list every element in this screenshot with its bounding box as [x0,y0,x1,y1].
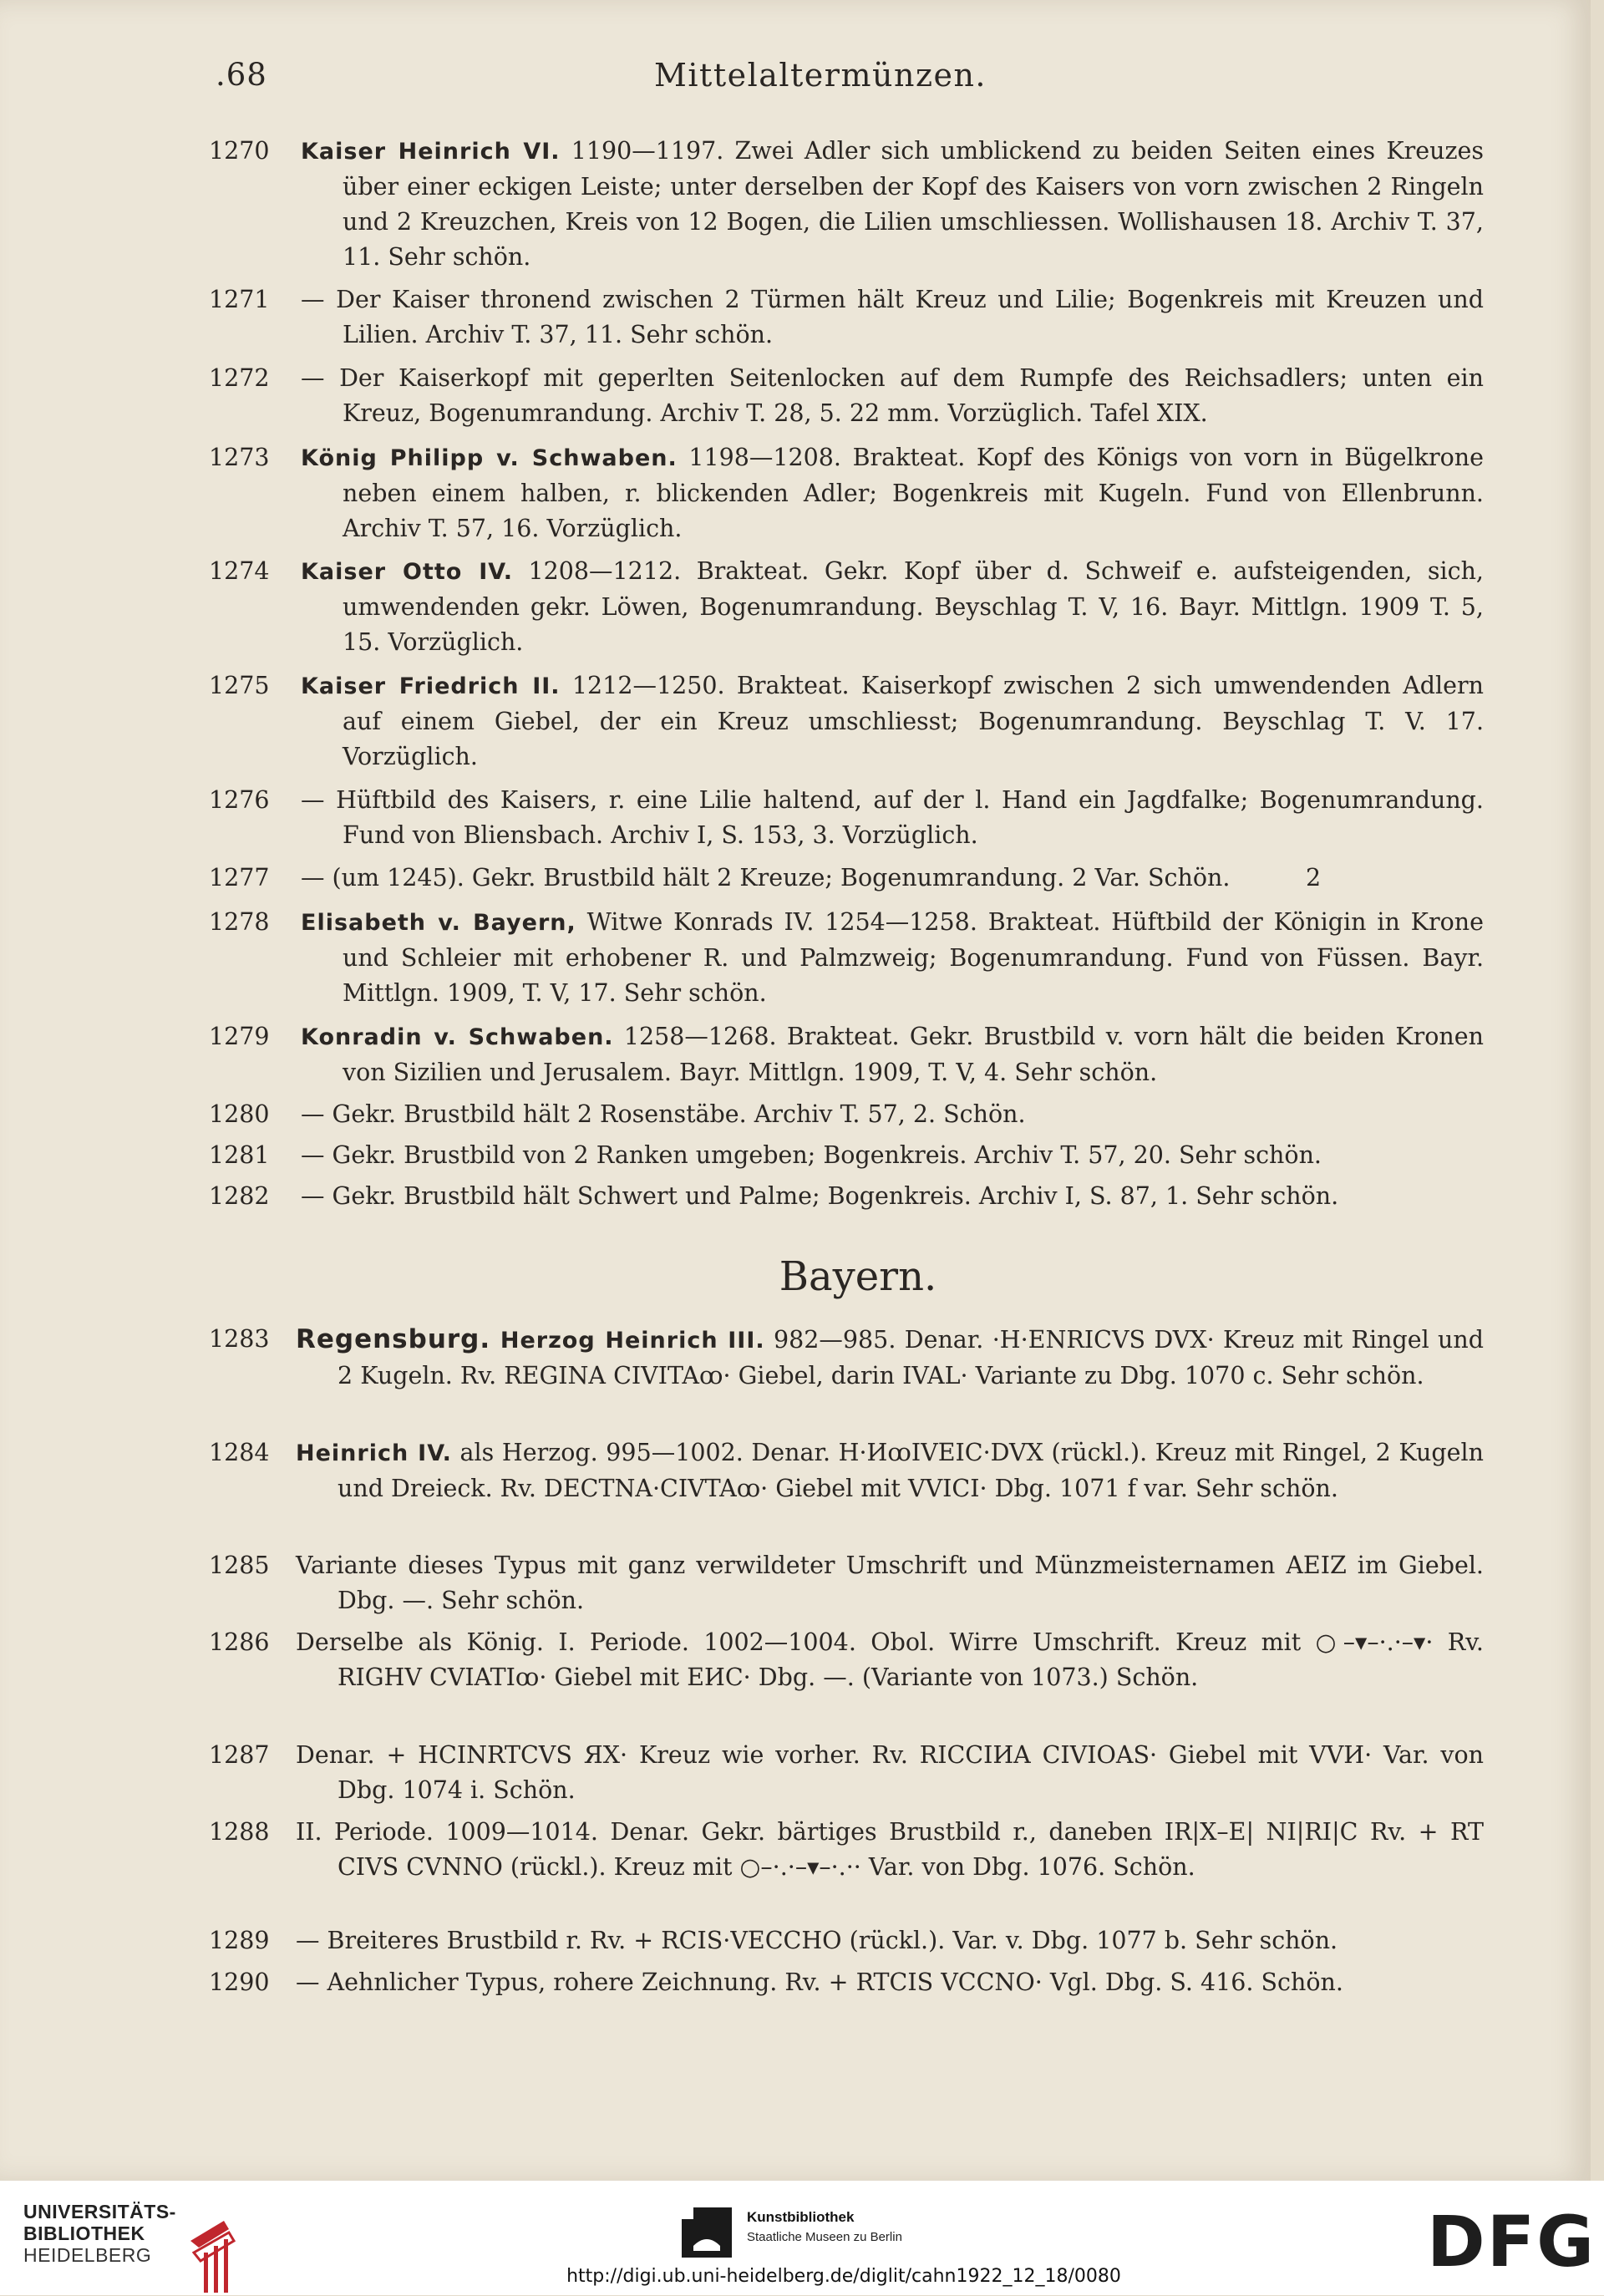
catalog-entry [209,1815,1484,1885]
entry-text: Denar. + HCINRTCVS ЯX· Kreuz wie vorher. Rv. RICCIИA CIVIOAS· Giebel mit VVИ· Var. von Dbg. 1074 i. Schön. [296,1741,1484,1804]
entry-text: 1190—1197. Zwei Adler sich umblickend zu beiden Seiten eines Kreuzes über einer eckigen Leiste; unter derselben der Kopf des Kaisers von vorn zwischen 2 Ringeln und 2 Kreuzchen, Kreis von 12 Bogen, die Lilien umschliessen. Wollishausen 18. Archiv T. 37, 11. Sehr schön. [343,137,1484,271]
running-title: Mittelaltermünzen. [653,57,987,94]
entry-number: 1288 [209,1818,270,1846]
entry-text: Witwe Konrads IV. 1254—1258. Brakteat. Hüftbild der Königin in Krone und Schleier mit erhobener R. und Palmzweig; Bogenumrandung. Fund von Füssen. Bayr. Mittlgn. 1909, T. V, 17. Sehr schön. [343,908,1484,1007]
ub-logo-line: BIBLIOTHEK [23,2222,145,2244]
catalog-entry [209,783,1484,853]
entry-number: 1289 [209,1927,270,1954]
entry-text: 982—985. Denar. ·H·ENRICVS DVX· Kreuz mit Ringel und 2 Kugeln. Rv. REGINA CIVITAꝏ· Giebel, darin IVAL· Variante zu Dbg. 1070 c. Sehr schön. [338,1326,1484,1389]
catalog-entry [209,1965,1484,2000]
entry-text: II. Periode. 1009—1014. Denar. Gekr. bärtiges Brustbild r., daneben IR|X–E| NI|RI|C Rv. + RT CIVS CVNNO (rückl.). Kreuz mit ○–·.·–▾–·.·· Var. von Dbg. 1076. Schön. [296,1818,1484,1881]
entry-text: 1198—1208. Brakteat. Kopf des Königs von vorn in Bügelkrone neben einem halben, r. blickenden Adler; Bogenkreis mit Kugeln. Fund von Ellenbrunn. Archiv T. 57, 16. Vorzüglich. [343,444,1484,542]
entry-number: 1280 [209,1100,270,1128]
entry-number: 1276 [209,786,270,814]
entry-text: — Gekr. Brustbild hält Schwert und Palme; Bogenkreis. Archiv I, S. 87, 1. Sehr schön. [301,1182,1339,1210]
catalog-entry [209,1097,1484,1132]
entry-heading: Konradin v. Schwaben. [301,1024,614,1050]
entry-heading: Regensburg. [296,1324,491,1354]
entry-text: als Herzog. 995—1002. Denar. H·ИꝏIVEIC·DVX (rückl.). Kreuz mit Ringel, 2 Kugeln und Dreieck. Rv. DECTNA·CIVTAꝏ· Giebel mit VVICI· Dbg. 1071 f var. Sehr schön. [338,1439,1484,1502]
catalog-entry [209,861,1484,896]
permalink-url[interactable]: http://digi.ub.uni-heidelberg.de/diglit/cahn1922_12_18/0080 [566,2266,1121,2287]
entry-heading: Elisabeth v. Bayern, [301,910,576,936]
kb-name: Kunstbibliothek [747,2209,855,2225]
entry-heading: Heinrich IV. [296,1440,452,1466]
entry-text: 1208—1212. Brakteat. Gekr. Kopf über d. Schweif e. aufsteigenden, sich, umwendenden gekr. Löwen, Bogenumrandung. Beyschlag T. V, 16. Bayr. Mittlgn. 1909 T. 5, 15. Vorzüglich. [343,557,1484,656]
catalog-entry [209,1625,1484,1695]
dfg-logo[interactable]: DFG [1427,2201,1596,2283]
entry-text: Variante dieses Typus mit ganz verwildeter Umschrift und Münzmeisternamen AEIZ im Giebel. Dbg. —. Sehr schön. [296,1552,1484,1614]
entry-subheading: Herzog Heinrich III. [490,1328,765,1354]
entry-text: 1212—1250. Brakteat. Kaiserkopf zwischen 2 sich umwendenden Adlern auf einem Giebel, der ein Kreuz umschliesst; Bogenumrandung. Beyschlag T. V. 17. Vorzüglich. [343,672,1484,770]
catalog-entry [209,440,1484,546]
entry-number: 1275 [209,672,270,699]
entry-number: 1283 [209,1325,270,1353]
catalog-entry [209,1435,1484,1506]
entry-number: 1287 [209,1741,270,1769]
entry-number: 1279 [209,1023,270,1050]
entry-text: — Gekr. Brustbild hält 2 Rosenstäbe. Archiv T. 57, 2. Schön. [301,1100,1026,1128]
entry-text: — Gekr. Brustbild von 2 Ranken umgeben; Bogenkreis. Archiv T. 57, 20. Sehr schön. [301,1141,1322,1169]
entry-number: 1274 [209,557,270,585]
entry-number: 1285 [209,1552,270,1579]
entry-number: 1290 [209,1968,270,1996]
page-number: .68 [216,57,267,93]
entry-text: — Der Kaiser thronend zwischen 2 Türmen hält Kreuz und Lilie; Bogenkreis mit Kreuzen und Lilien. Archiv T. 37, 11. Sehr schön. [301,286,1484,348]
catalog-entry [209,282,1484,353]
entry-number: 1271 [209,286,270,313]
entry-text: — Aehnlicher Typus, rohere Zeichnung. Rv. + RTCIS VCCNO· Vgl. Dbg. S. 416. Schön. [296,1968,1343,1996]
page-header [0,57,1591,99]
entry-number: 1277 [209,864,270,891]
ub-logo-line: UNIVERSITÄTS- [23,2201,176,2222]
catalog-entry [209,905,1484,1011]
catalog-entry [209,1138,1484,1173]
entry-number: 1282 [209,1182,270,1210]
entry-number: 1278 [209,908,270,936]
entry-number: 1272 [209,364,270,392]
section-title: Bayern. [779,1253,937,1300]
entry-text: — Der Kaiserkopf mit geperlten Seitenlocken auf dem Rumpfe des Reichsadlers; unten ein Kreuz, Bogenumrandung. Archiv T. 28, 5. 22 mm. Vorzüglich. Tafel XIX. [301,364,1484,427]
catalog-entry [209,361,1484,431]
entry-heading: Kaiser Friedrich II. [301,673,561,699]
entry-heading: Kaiser Heinrich VI. [301,139,561,165]
catalog-entry [209,554,1484,660]
entry-heading: König Philipp v. Schwaben. [301,445,678,471]
ub-logo-line: HEIDELBERG [23,2244,152,2266]
entry-number: 1273 [209,444,270,471]
entry-text: Derselbe als König. I. Periode. 1002—1004. Obol. Wirre Umschrift. Kreuz mit ○–▾–·.·–▾· Rv. RIGHV CVIATIꝏ· Giebel mit EИC· Dbg. —. (Variante von 1073.) Schön. [296,1628,1484,1691]
kunstbibliothek-logo[interactable] [682,2204,1033,2263]
entry-text: — (um 1245). Gekr. Brustbild hält 2 Kreuze; Bogenumrandung. 2 Var. Schön. 2 [301,864,1322,891]
entry-number: 1270 [209,137,270,165]
entry-number: 1284 [209,1439,270,1466]
entry-text: 1258—1268. Brakteat. Gekr. Brustbild v. vorn hält die beiden Kronen von Sizilien und Jerusalem. Bayr. Mittlgn. 1909, T. V, 4. Sehr schön. [343,1023,1484,1086]
entry-number: 1286 [209,1628,270,1656]
entry-heading: Kaiser Otto IV. [301,559,513,585]
catalog-entry [209,668,1484,775]
kunstbibliothek-mark-icon [682,2207,732,2258]
entry-number: 1281 [209,1141,270,1169]
university-library-logo[interactable] [23,2201,176,2266]
catalog-entry [209,134,1484,275]
catalog-entry [209,1019,1484,1090]
catalog-entry [209,1548,1484,1618]
catalog-entry [209,1923,1484,1958]
catalog-entry [209,1738,1484,1808]
catalog-entry [209,1179,1484,1214]
entry-text: — Hüftbild des Kaisers, r. eine Lilie haltend, auf der l. Hand ein Jagdfalke; Bogenumrandung. Fund von Bliensbach. Archiv I, S. 153, 3. Vorzüglich. [301,786,1484,849]
catalog-entry [209,1322,1484,1394]
entry-text: — Breiteres Brustbild r. Rv. + RCIS·VECCHO (rückl.). Var. v. Dbg. 1077 b. Sehr schön. [296,1927,1338,1954]
kb-subtitle: Staatliche Museen zu Berlin [747,2230,902,2244]
